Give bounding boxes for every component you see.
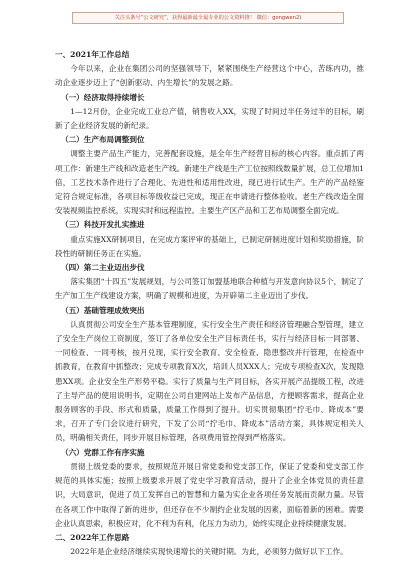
section-heading: 一、2021年工作总结: [55, 50, 130, 59]
paragraph: 调整主要产品生产能力，完善配套设施，是全年生产经营目标的核心内容。重点抓了两项工作：新建生产线和改造老生产线。新建生产线是生产工位按照线数量扩展，总工位增加1倍，工艺技术条件进行了合理化、先进性和适用性改进，现已进行试生产。生产的产品经鉴定符合规定标准，各项目标等级收益已完成，现正在申请进行整体验收。老生产线改造全面安装视频监控系统，实现实时和远程监控。主要生产区产品和工艺布局调整全面完成。: [55, 149, 364, 216]
paragraph: 认真贯彻公司安全生产基本管理制度，实行安全生产责任和经济管理融合型管理，建立了安全生产岗位工资制度，签订了各单位安全生产目标责任书，实行与经济目标一同部署、一同检查、一同考核，按月兑现，实行安全教育、安全检查、隐患整改并行管理，在检查中抓教育，在教育中抓整改；完成专项教育X次，培训人员XXX人；完成专项检查X次，发现隐患XX项。企业安全生产形势平稳。实行了质量与生产同目标，各实开展产品提级工程，改进了主导产品的使用说明书，定期在公司自建网站上发布产品信息，方便顾客需求，提高企业服务顾客的手段、形式和质量，质量工作得到了提升。切实贯彻集团“拧毛巾、降成本”要求，召开了专门会议进行研究，下发了公司“拧毛巾、降成本”活动方案，具体规定相关人员，明确相关责任，同步开展目标管理，各项费用管控得到严格落实。: [55, 319, 364, 443]
paragraph: 贯彻上级党委的要求，按照规范开展日常党委和党支部工作，保证了党委和党支部工作规范的具体实施；按照上级要求开展了党史学习教育活动，提升了企业全体党员的责任意识，大局意识，促进了员工发挥自己的智慧和力量为实企业各项任务发展而贡献力量。尽管在各项工作中取得了新的进步，但还存在不少制约企业发展的因素，面临着新的困难。需要企业认真思索，积极应对，化不利为有利，化压力为动力，始终实现企业持续健康发展。: [55, 461, 364, 528]
paragraph: 落实集团“十四五”发展规划，与公司签订加盟基地联合种植与开发意向协议5个，制定了生产加工生产线建设方案，明确了规模和进度，为开辟第二主业迈出了步伐。: [55, 277, 364, 301]
paragraph: 2022年是企业经济继续实现快速增长的关键时期。为此，必须努力做好以下工作。: [70, 547, 348, 557]
subsection-heading: （六）党群工作有序实施: [61, 447, 145, 457]
subsection-heading: （二）生产布局调整到位: [61, 135, 145, 145]
paragraph: 重点实施XX研制项目，在完成方案评审的基础上，已制定研制进度计划和奖励措施，阶段性的研制任务正在实施。: [55, 234, 364, 258]
section-heading: 二、2022年工作思路: [55, 532, 130, 542]
subsection-heading: （三）科技开发扎实推进: [61, 220, 145, 230]
paragraph: 今年以来，企业在集团公司的坚强领导下，紧紧围绕生产经营这个中心，苦练内功，推动企业逐步迈上了“创新驱动、内生增长”的发展之路。: [55, 64, 364, 88]
subsection-heading: （四）第二主业迈出步伐: [61, 263, 145, 273]
paragraph: 1—12月份，企业完成工业总产值，销售收入XX，实现了时间过半任务过半的目标，刷新了企业经济发展的新纪录。: [55, 106, 364, 131]
promo-banner[interactable]: 关注头条号“公文研究”，获得最新最全最专业的公文资料推！ 微信：gongwen2): [72, 12, 344, 24]
subsection-heading: （五）基础管理成效突出: [61, 305, 145, 315]
subsection-heading: （一）经济取得持续增长: [61, 92, 145, 102]
document-body: [55, 48, 364, 559]
